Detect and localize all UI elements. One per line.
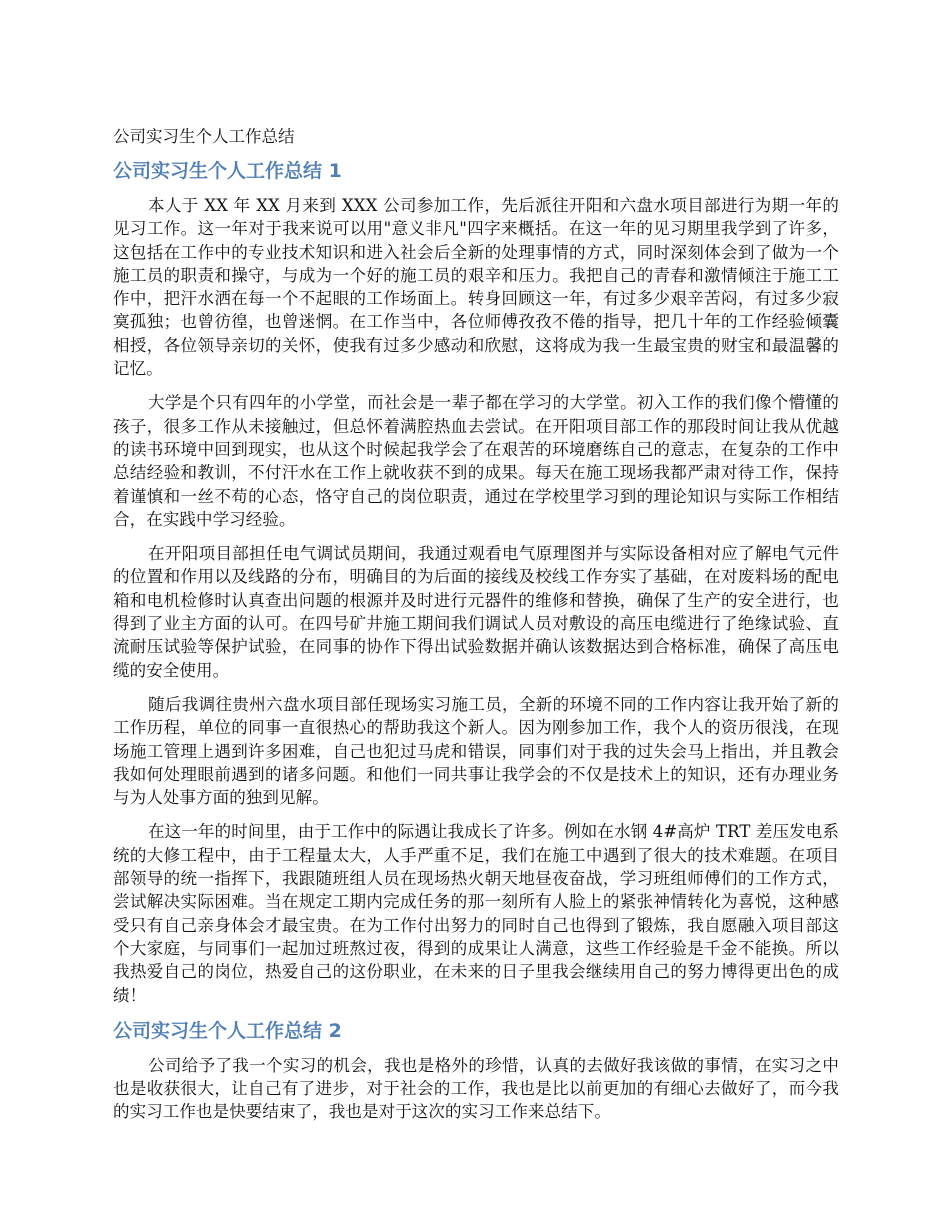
paragraph: 本人于 XX 年 XX 月来到 XXX 公司参加工作，先后派往开阳和六盘水项目部进行为期一年的见习工作。这一年对于我来说可以用"意义非凡"四字来概括。在这一年的见习期里我学到了许多，这包括在工作中的专业技术知识和进入社会后全新的处理事情的方式，同时深刻体会到了做为一个施工员的职责和操守，与成为一个好的施工员的艰辛和压力。我把自己的青春和激情倾注于施工工作中，把汗水洒在每一个不起眼的工作场面上。转身回顾这一年，有过多少艰辛苦闷，有过多少寂寞孤独；也曾彷徨，也曾迷惘。在工作当中，各位师傅孜孜不倦的指导，把几十年的工作经验倾囊相授，各位领导亲切的关怀，使我有过多少感动和欣慰，这将成为我一生最宝贵的财宝和最温馨的记忆。 [113,196,839,379]
paragraph: 随后我调往贵州六盘水项目部任现场实习施工员，全新的环境不同的工作内容让我开始了新的工作历程，单位的同事一直很热心的帮助我这个新人。因为刚参加工作，我个人的资历很浅，在现场施工管理上遇到许多困难，自己也犯过马虎和错误，同事们对于我的过失会马上指出，并且教会我如何处理眼前遇到的诸多问题。和他们一同共事让我学会的不仅是技术上的知识，还有办理业务与为人处事方面的独到见解。 [113,694,839,808]
paragraph: 在这一年的时间里，由于工作中的际遇让我成长了许多。例如在水钢 4#高炉 TRT 差压发电系统的大修工程中，由于工程量太大，人手严重不足，我们在施工中遇到了很大的技术难题。在项目部领导的统一指挥下，我跟随班组人员在现场热火朝天地昼夜奋战，学习班组师傅们的工作方式，尝试解决实际困难。当在规定工期内完成任务的那一刻所有人脸上的紧张神情转化为喜悦，这种感受只有自己亲身体会才最宝贵。在为工作付出努力的同时自己也得到了锻炼，我自愿融入项目部这个大家庭，与同事们一起加过班熬过夜，得到的成果让人满意，这些工作经验是千金不能换。所以我热爱自己的岗位，热爱自己的这份职业，在未来的日子里我会继续用自己的努力博得更出色的成绩！ [113,822,839,1005]
paragraph: 在开阳项目部担任电气调试员期间，我通过观看电气原理图并与实际设备相对应了解电气元件的位置和作用以及线路的分布，明确目的为后面的接线及校线工作夯实了基础，在对废料场的配电箱和电机检修时认真查出问题的根源并及时进行元器件的维修和替换，确保了生产的安全进行，也得到了业主方面的认可。在四号矿井施工期间我们调试人员对敷设的高压电缆进行了绝缘试验、直流耐压试验等保护试验，在同事的协作下得出试验数据并确认该数据达到合格标准，确保了高压电缆的安全使用。 [113,544,839,680]
paragraph: 大学是个只有四年的小学堂，而社会是一辈子都在学习的大学堂。初入工作的我们像个懵懂的孩子，很多工作从未接触过，但总怀着满腔热血去尝试。在开阳项目部工作的那段时间让我从优越的读书环境中回到现实，也从这个时候起我学会了在艰苦的环境磨练自己的意志，在复杂的工作中总结经验和教训，不付汗水在工作上就收获不到的成果。每天在施工现场我都严肃对待工作，保持着谨慎和一丝不苟的心态，恪守自己的岗位职责，通过在学校里学习到的理论知识与实际工作相结合，在实践中学习经验。 [113,393,839,529]
section-heading: 公司实习生个人工作总结 1 [113,160,342,182]
document-title: 公司实习生个人工作总结 [113,127,295,146]
document-body [113,126,839,1135]
section-heading: 公司实习生个人工作总结 2 [113,1019,342,1042]
section-2 [113,1018,839,1124]
paragraph: 公司给予了我一个实习的机会，我也是格外的珍惜，认真的去做好我该做的事情，在实习之中也是收获很大，让自己有了进步，对于社会的工作，我也是比以前更加的有细心去做好了，而今我的实习工作也是快要结束了，我也是对于这次的实习工作来总结下。 [113,1055,839,1122]
section-1 [113,158,839,1007]
